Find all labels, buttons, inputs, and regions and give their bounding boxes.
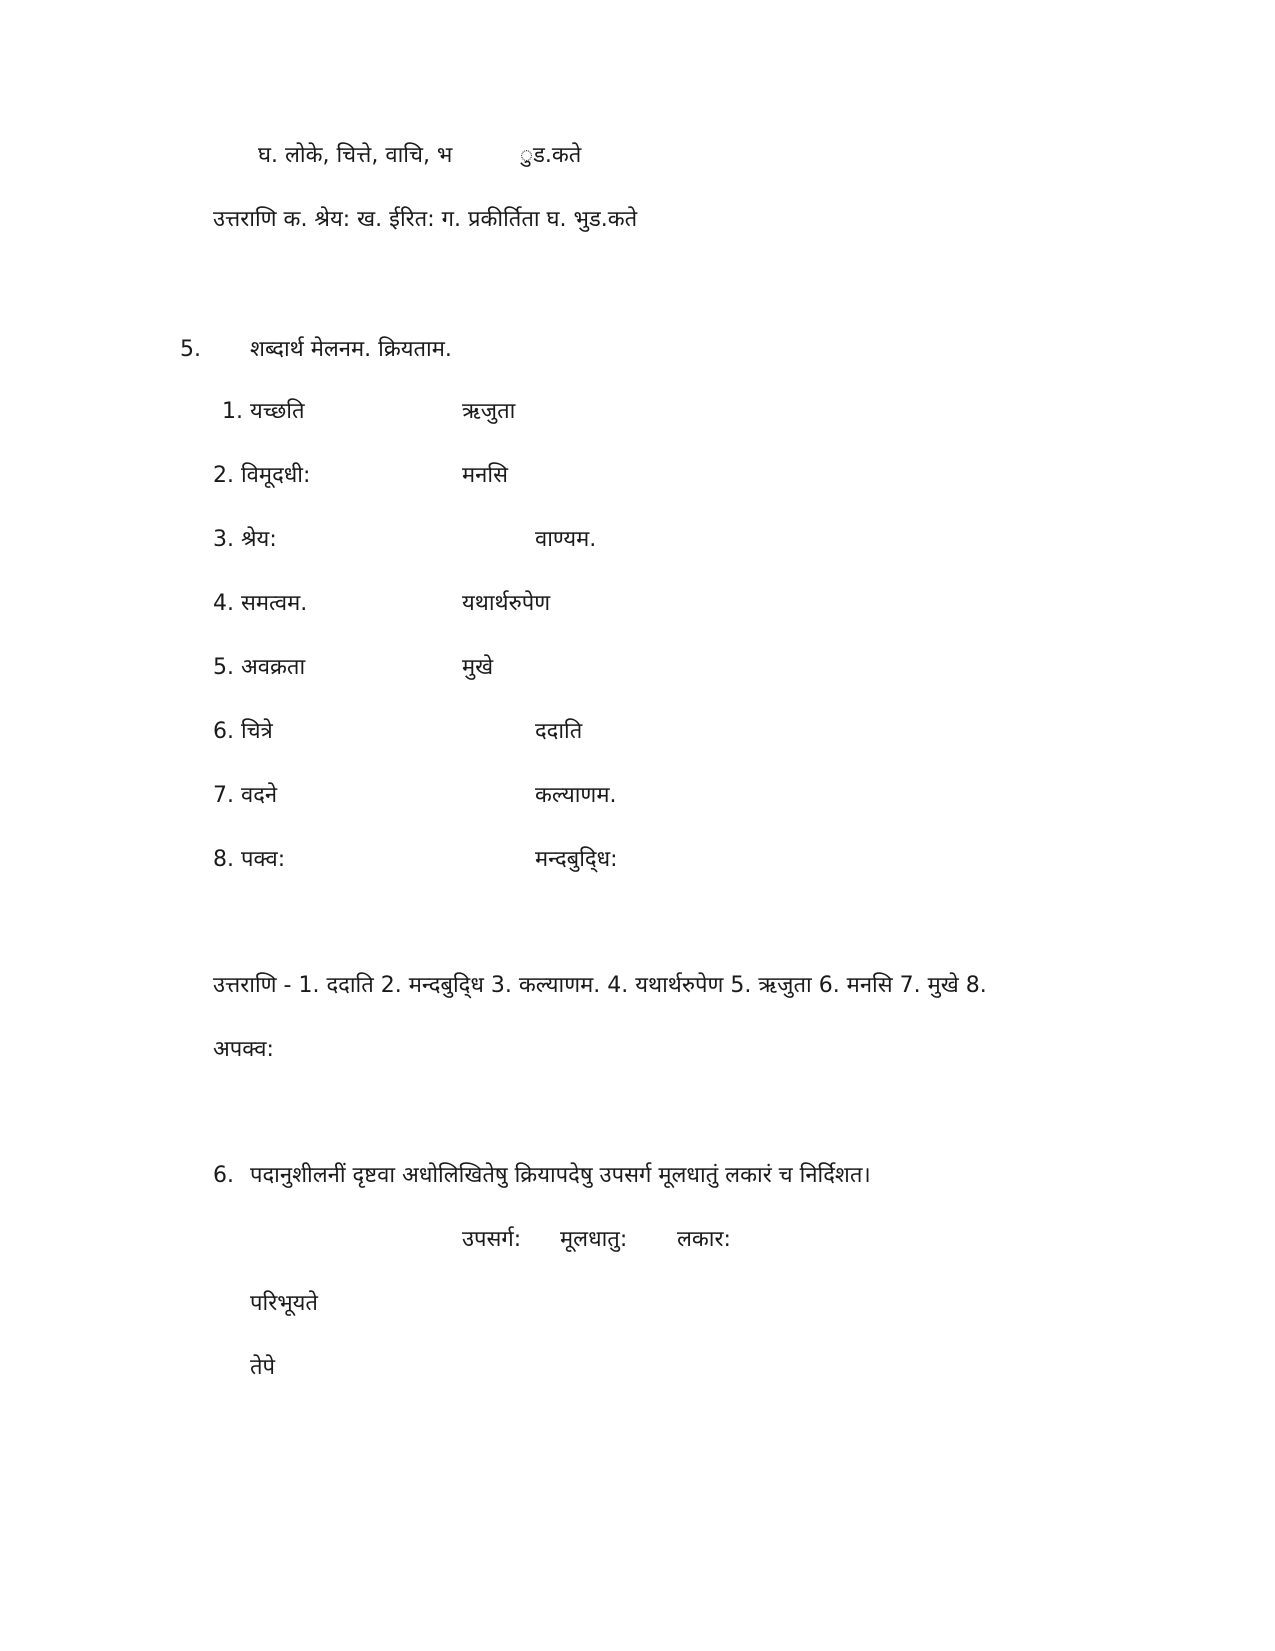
q5-row-7-right: कल्याणम. (535, 783, 617, 808)
q5-row-1-left: 1. यच्छति (222, 399, 305, 424)
q5-row-2-right: मनसि (462, 463, 508, 488)
q5-row-2-left: 2. विमूदधी: (213, 463, 311, 488)
q5-row-8-right: मन्दबुदि्ध: (535, 847, 618, 872)
q5-row-6-right: ददाति (535, 719, 583, 744)
q5-row-3-left: 3. श्रेय: (213, 527, 277, 552)
q6-item-1: परिभूयते (250, 1291, 318, 1316)
q5-row-1-right: ऋजुता (462, 399, 516, 424)
q6-header-lakar: लकार: (677, 1227, 731, 1252)
q5-row-6-left: 6. चित्रे (213, 719, 273, 744)
q5-answers-line-2: अपक्व: (213, 1037, 274, 1062)
q6-header-mooldhatu: मूलधातु: (560, 1227, 628, 1252)
q4-options-line-end: ुड.कते (520, 143, 582, 168)
q5-row-8-left: 8. पक्व: (213, 847, 286, 872)
q5-row-7-left: 7. वदने (213, 783, 278, 808)
q6-item-2: तेपे (250, 1355, 276, 1380)
q5-number: 5. (180, 337, 201, 362)
q5-row-4-right: यथार्थरुपेण (462, 591, 551, 616)
q5-row-4-left: 4. समत्वम. (213, 591, 308, 616)
q5-answers-line-1: उत्तराणि - 1. ददाति 2. मन्दबुदि्ध 3. कल्याणम. 4. यथार्थरुपेण 5. ऋजुता 6. मनसि 7. मुखे 8. (213, 973, 987, 998)
q6-number: 6. (213, 1163, 234, 1188)
q5-row-5-right: मुखे (462, 655, 494, 680)
q4-options-line-start: घ. लोके, चित्ते, वाचि, भ (258, 143, 453, 168)
q5-row-5-left: 5. अवक्रता (213, 655, 306, 680)
q6-instruction: पदानुशीलनीं दृष्टवा अधोलिखितेषु क्रियापदेषु उपसर्ग मूलधातुं लकारं च निर्दिशत। (250, 1163, 871, 1188)
q4-answers: उत्तराणि क. श्रेय: ख. ईरित: ग. प्रकीर्तिता घ. भुड.कते (213, 207, 638, 232)
q5-row-3-right: वाण्यम. (535, 527, 597, 552)
q6-header-upsarga: उपसर्ग: (462, 1227, 522, 1252)
q5-instruction: शब्दार्थ मेलनम. क्रियताम. (250, 337, 452, 362)
